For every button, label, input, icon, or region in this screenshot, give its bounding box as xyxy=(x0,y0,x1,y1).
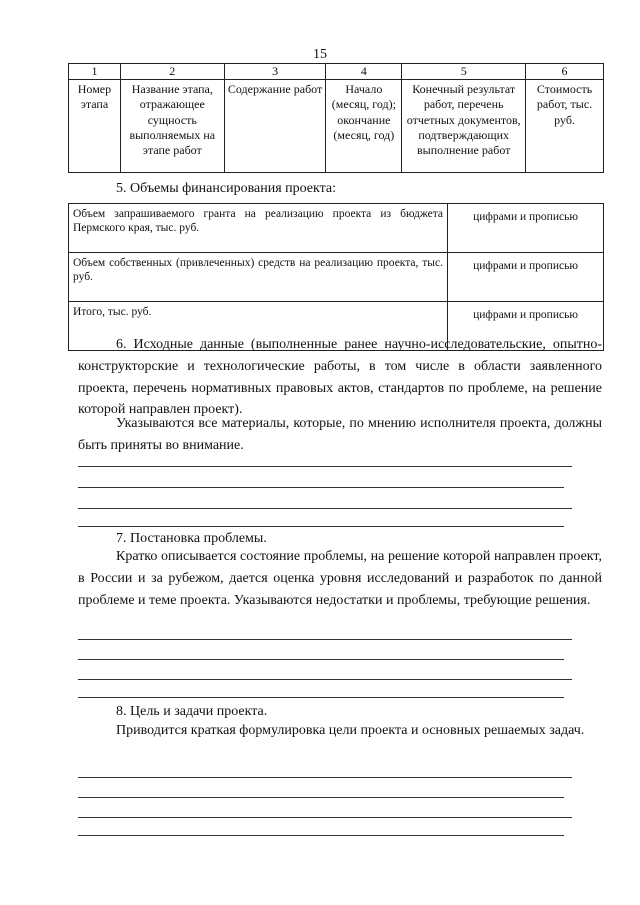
funding-table xyxy=(68,203,604,351)
section7-paragraph: Кратко описывается состояние проблемы, на решение которой направлен проект, в России и за рубежом, дается оценка уровня исследований и разработок по данной проблеме и теме проекта. Указываются недостатки и проблемы, требующие решения. xyxy=(78,549,602,608)
col-number: 2 xyxy=(120,64,224,80)
col-number: 3 xyxy=(224,64,326,80)
blank-line xyxy=(78,487,564,488)
blank-line xyxy=(78,639,572,640)
section6-paragraph-2: Указываются все материалы, которые, по мнению исполнителя проекта, должны быть приняты во внимание. xyxy=(78,416,602,453)
funding-label: Объем собственных (привлеченных) средств на реализацию проекта, тыс. руб. xyxy=(69,253,448,302)
funding-value: цифрами и прописью xyxy=(448,204,604,253)
section8-title: 8. Цель и задачи проекта. xyxy=(116,704,268,719)
header-row xyxy=(69,80,604,173)
blank-line xyxy=(78,835,564,836)
table-row xyxy=(69,204,604,253)
blank-line xyxy=(78,777,572,778)
blank-line xyxy=(78,697,564,698)
table-row xyxy=(69,253,604,302)
col-number: 6 xyxy=(526,64,604,80)
funding-value: цифрами и прописью xyxy=(448,253,604,302)
col-number: 1 xyxy=(69,64,121,80)
blank-line xyxy=(78,817,572,818)
section5-title: 5. Объемы финансирования проекта: xyxy=(116,181,337,196)
section7-title: 7. Постановка проблемы. xyxy=(116,531,267,546)
header-stage-number: Номер этапа xyxy=(69,80,121,173)
col-number: 5 xyxy=(402,64,526,80)
header-work-content: Содержание работ xyxy=(224,80,326,173)
blank-line xyxy=(78,508,572,509)
blank-line xyxy=(78,466,572,467)
header-dates: Начало (месяц, год); окончание (месяц, год) xyxy=(326,80,402,173)
header-result: Конечный результат работ, перечень отчетных документов, подтверждающих выполнение работ xyxy=(402,80,526,173)
stages-table xyxy=(68,63,604,173)
section8-paragraph: Приводится краткая формулировка цели проекта и основных решаемых задач. xyxy=(116,723,585,738)
funding-value: цифрами и прописью xyxy=(448,302,604,351)
section6-paragraph-1: 6. Исходные данные (выполненные ранее научно-исследовательские, опытно-конструкторские и технологические работы, в том числе в области заявленного проекта, перечень нормативных правовых актов, стандартов по проблеме, на решение которой направлен проект). xyxy=(78,337,602,418)
page-number: 15 xyxy=(313,47,327,62)
header-cost: Стоимость работ, тыс. руб. xyxy=(526,80,604,173)
blank-line xyxy=(78,526,564,527)
funding-label: Объем запрашиваемого гранта на реализацию проекта из бюджета Пермского края, тыс. руб. xyxy=(69,204,448,253)
column-number-row xyxy=(69,64,604,80)
blank-line xyxy=(78,797,564,798)
funding-label: Итого, тыс. руб. xyxy=(69,302,448,351)
col-number: 4 xyxy=(326,64,402,80)
blank-line xyxy=(78,659,564,660)
blank-line xyxy=(78,679,572,680)
header-stage-name: Название этапа, отражающее сущность выполняемых на этапе работ xyxy=(120,80,224,173)
